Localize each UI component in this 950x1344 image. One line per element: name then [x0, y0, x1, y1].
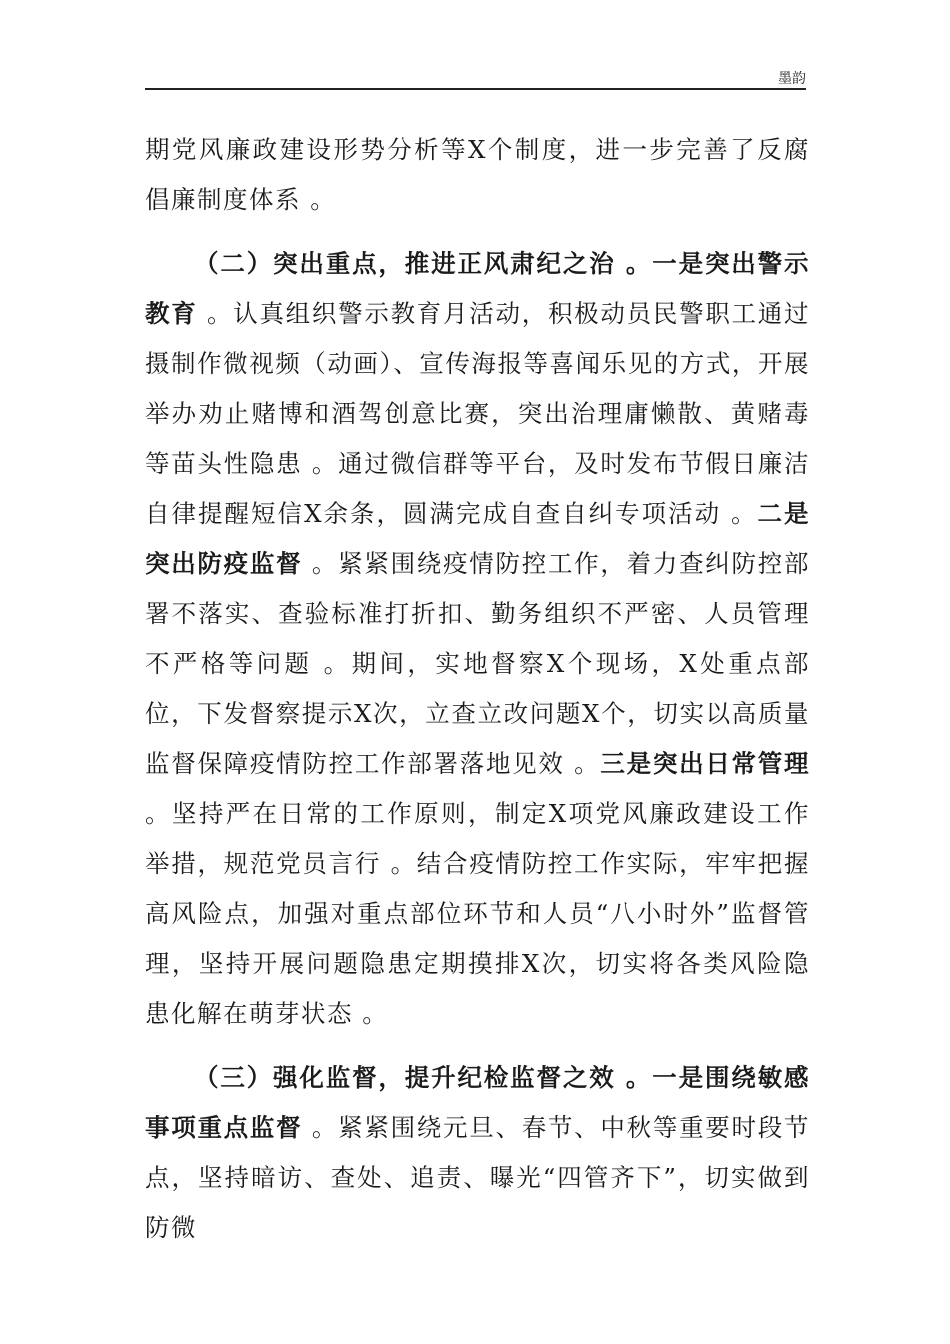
subheading: 三是突出日常管理	[600, 749, 811, 778]
paragraph-2	[145, 239, 810, 1039]
document-body	[145, 125, 810, 1267]
text-run: 。紧紧围绕元旦、春节、中秋等重要时段节点，坚持暗访、查处、追责、曝光“四管齐下”，切实做到防微	[145, 1113, 810, 1242]
text-run: 期党风廉政建设形势分析等X个制度，进一步完善了反腐倡廉制度体系 。	[145, 135, 810, 214]
section-heading: （二）突出重点，推进正风肃纪之治 。一是突出警示教育	[145, 249, 810, 328]
text-run: 。坚持严在日常的工作原则，制定X项党风廉政建设工作举措，规范党员言行 。结合疫情防控工作实际，牢牢把握高风险点，加强对重点部位环节和人员“八小时外”监督管理，坚持开展问题隐患定期摸排X次，切实将各类风险隐患化解在萌芽状态 。	[145, 799, 810, 1028]
section-heading: （三）强化监督，提升纪检监督之效 。一是围绕敏感事项重点监督	[145, 1063, 810, 1142]
header-brand: 墨韵	[778, 71, 806, 87]
subheading: 二是突出防疫监督	[145, 499, 810, 578]
text-run: 。紧紧围绕疫情防控工作，着力查纠防控部署不落实、查验标准打折扣、勤务组织不严密、人员管理不严格等问题 。期间，实地督察X个现场，X处重点部位，下发督察提示X次，立查立改问题X个，切实以高质量监督保障疫情防控工作部署落地见效 。	[145, 549, 810, 778]
text-run: 。认真组织警示教育月活动，积极动员民警职工通过摄制作微视频（动画）、宣传海报等喜闻乐见的方式，开展举办劝止赌博和酒驾创意比赛，突出治理庸懒散、黄赌毒等苗头性隐患 。通过微信群等平台，及时发布节假日廉洁自律提醒短信X余条，圆满完成自查自纠专项活动 。	[145, 299, 811, 528]
paragraph-1	[145, 125, 810, 225]
page-header	[145, 66, 806, 90]
paragraph-3	[145, 1053, 810, 1253]
